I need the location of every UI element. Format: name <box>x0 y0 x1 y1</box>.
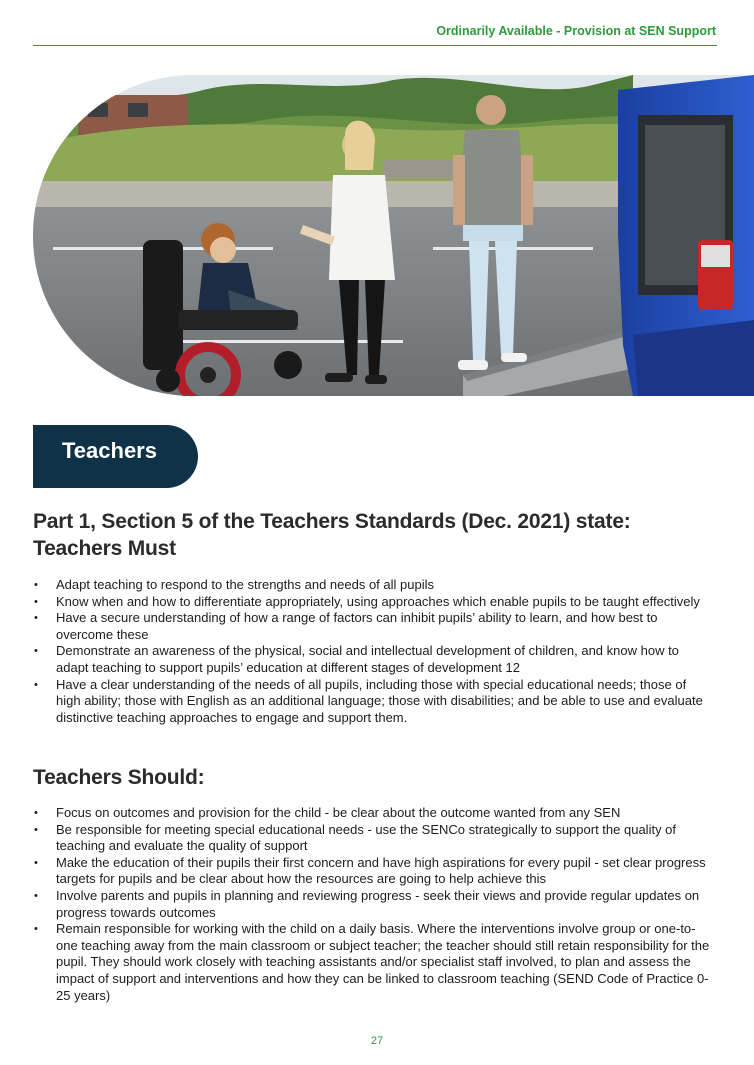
page-number: 27 <box>370 1035 384 1047</box>
section-banner <box>33 425 198 488</box>
photo-icon <box>33 75 754 396</box>
hero-photo <box>33 75 754 396</box>
list-item: • Know when and how to differentiate appropriately, using approaches which enable pupils to be taught effectively <box>33 594 713 611</box>
must-heading-line2: Teachers Must <box>33 537 176 560</box>
header-divider <box>33 45 717 46</box>
list-item: • Have a secure understanding of how a range of factors can inhibit pupils’ ability to learn, and how best to overcome these <box>33 610 713 643</box>
should-list <box>33 805 713 1004</box>
list-item: • Involve parents and pupils in planning and reviewing progress - seek their views and provide regular updates on progress towards outcomes <box>33 888 713 921</box>
banner-label: Teachers <box>62 438 157 463</box>
running-header: Ordinarily Available - Provision at SEN Support <box>436 24 716 38</box>
must-heading <box>33 508 631 562</box>
list-item: • Adapt teaching to respond to the strengths and needs of all pupils <box>33 577 713 594</box>
list-item: • Focus on outcomes and provision for the child - be clear about the outcome wanted from any SEN <box>33 805 713 822</box>
list-item: • Remain responsible for working with the child on a daily basis. Where the interventions involve group or one-to-one teaching away from the main classroom or subject teacher; the teacher should still retain responsibility for the pupil. They should work closely with teaching assistants and/or specialist staff involved, to plan and assess the impact of support and interventions and how they can be linked to classroom teaching (SEND Code of Practice 0-25 years) <box>33 921 713 1004</box>
list-item: • Have a clear understanding of the needs of all pupils, including those with special educational needs; those of high ability; those with English as an additional language; those with disabilities; and be able to use and evaluate distinctive teaching approaches to engage and support them. <box>33 677 713 727</box>
list-item: • Be responsible for meeting special educational needs - use the SENCo strategically to support the quality of teaching and evaluate the quality of support <box>33 822 713 855</box>
must-heading-line1: Part 1, Section 5 of the Teachers Standards (Dec. 2021) state: <box>33 510 631 533</box>
must-list <box>33 577 713 726</box>
list-item: • Demonstrate an awareness of the physical, social and intellectual development of children, and know how to adapt teaching to support pupils’ education at different stages of development 12 <box>33 643 713 676</box>
should-heading: Teachers Should: <box>33 766 205 789</box>
list-item: • Make the education of their pupils their first concern and have high aspirations for every pupil - set clear progress targets for pupils and be clear about how the resources are going to help achieve this <box>33 855 713 888</box>
